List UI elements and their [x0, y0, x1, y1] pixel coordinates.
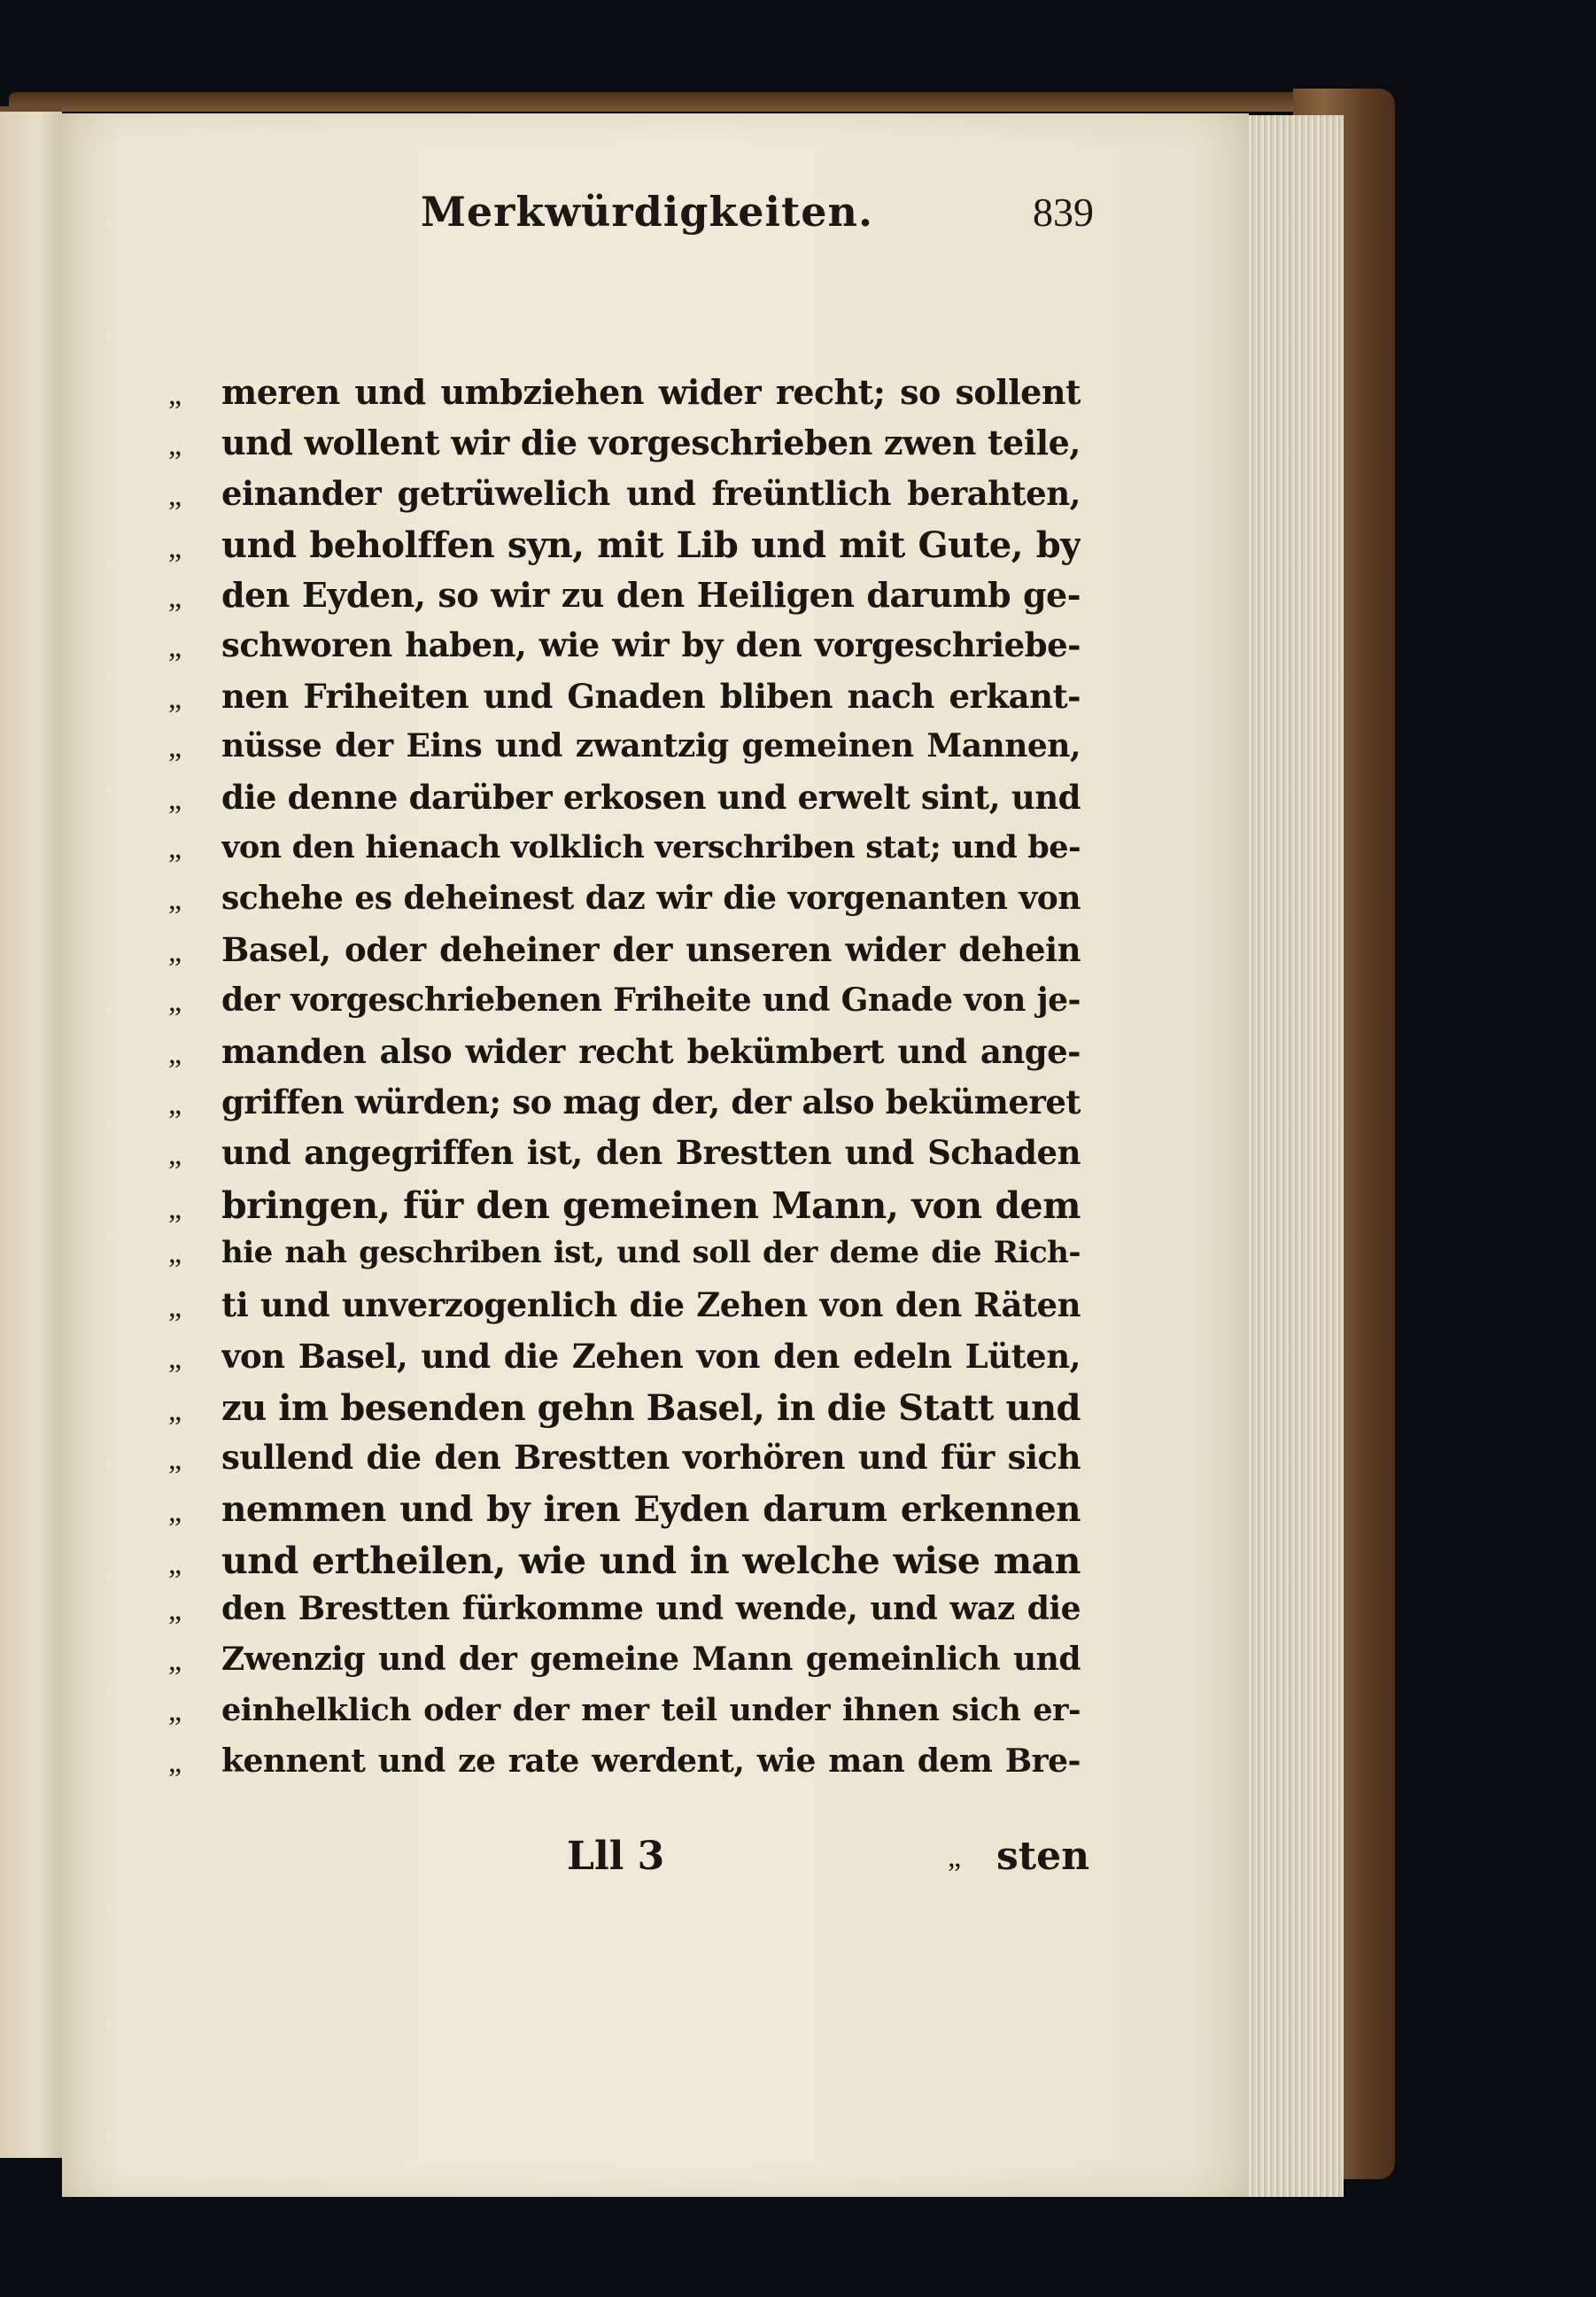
- quote-mark: „: [168, 1746, 182, 1780]
- text-line: [168, 1692, 1081, 1742]
- quote-mark: „: [168, 631, 182, 664]
- text-line: [168, 372, 1081, 423]
- page-title: Merkwürdigkeiten.: [421, 188, 873, 236]
- book-cover-top: [9, 92, 1391, 112]
- line-text: bringen, für den gemeinen Mann, von dem: [221, 1183, 1081, 1227]
- quote-mark: „: [168, 531, 182, 564]
- quote-mark: „: [168, 581, 182, 615]
- quote-mark: „: [168, 1088, 182, 1121]
- line-text: einhelklich oder der mer teil under ihnen sich er-: [221, 1691, 1081, 1728]
- line-text: Zwenzig und der gemeine Mann gemeinlich und: [221, 1641, 1081, 1679]
- text-line: [168, 1540, 1081, 1590]
- quote-mark: „: [168, 478, 182, 512]
- text-line: [168, 1590, 1081, 1641]
- quote-mark: „: [168, 378, 182, 411]
- line-text: und angegriffen ist, den Brestten und Schaden: [221, 1133, 1081, 1173]
- line-text: schworen haben, wie wir by den vorgeschriebe-: [221, 625, 1081, 665]
- quote-mark: „: [168, 429, 182, 462]
- quote-mark: „: [168, 935, 182, 969]
- running-head: [350, 188, 1094, 259]
- quote-mark: „: [168, 1644, 182, 1678]
- facing-page-edge: [0, 106, 62, 2158]
- quote-mark: „: [168, 1494, 182, 1528]
- line-text: nüsse der Eins und zwantzig gemeinen Mannen,: [221, 727, 1081, 765]
- text-line: [168, 1032, 1081, 1083]
- text-line: [168, 1742, 1081, 1793]
- quote-mark: „: [168, 831, 182, 865]
- line-text: meren und umbziehen wider recht; so sollent: [221, 372, 1081, 412]
- quote-mark: „: [168, 1443, 182, 1477]
- line-text: und ertheilen, wie und in welche wise man: [221, 1539, 1081, 1582]
- text-line: [168, 778, 1081, 828]
- text-line: [168, 1285, 1081, 1336]
- line-text: der vorgeschriebenen Friheite und Gnade von je-: [221, 981, 1081, 1019]
- line-text: die denne darüber erkosen und erwelt sint, und: [221, 778, 1081, 818]
- text-line: [168, 1438, 1081, 1488]
- text-line: [168, 625, 1081, 676]
- quote-mark: „: [168, 1237, 182, 1270]
- text-line: [168, 423, 1081, 473]
- quote-mark: „: [168, 1138, 182, 1172]
- text-line: [168, 880, 1081, 930]
- line-text: ti und unverzogenlich die Zehen von den Räten: [221, 1285, 1081, 1325]
- quote-mark: „: [168, 1547, 182, 1580]
- quote-mark: „: [168, 1341, 182, 1375]
- line-text: von den hienach volklich verschriben stat; und be-: [221, 828, 1081, 865]
- line-text: hie nah geschriben ist, und soll der deme die Rich-: [221, 1235, 1081, 1271]
- line-text: und beholffen syn, mit Lib und mit Gute, by: [221, 524, 1081, 566]
- line-text: zu im besenden gehn Basel, in die Statt und: [221, 1386, 1081, 1429]
- text-line: [168, 474, 1081, 524]
- quote-mark: „: [168, 1191, 182, 1225]
- quote-mark: „: [168, 1291, 182, 1324]
- quote-mark: „: [168, 681, 182, 715]
- text-line: [168, 1133, 1081, 1183]
- text-line: [168, 1083, 1081, 1133]
- line-text: einander getrüwelich und freüntlich berahten,: [221, 473, 1081, 513]
- text-line: [168, 1641, 1081, 1691]
- catchword: sten: [996, 1834, 1090, 1879]
- text-line: [168, 727, 1081, 778]
- line-text: nemmen und by iren Eyden darum erkennen: [221, 1488, 1081, 1530]
- line-text: manden also wider recht bekümbert und ange-: [221, 1031, 1081, 1071]
- line-text: den Brestten fürkomme und wende, und waz die: [221, 1590, 1081, 1628]
- line-text: Basel, oder deheiner der unseren wider dehein: [221, 930, 1081, 970]
- text-line: [168, 524, 1081, 575]
- text-line: [168, 677, 1081, 727]
- line-text: kennent und ze rate werdent, wie man dem Bre-: [221, 1742, 1081, 1781]
- text-line: [168, 829, 1081, 880]
- catchword-quote-mark: „: [948, 1841, 962, 1874]
- quote-mark: „: [168, 984, 182, 1018]
- quote-mark: „: [168, 783, 182, 817]
- text-line: [168, 1337, 1081, 1387]
- line-text: von Basel, und die Zehen von den edeln Lüten,: [221, 1336, 1081, 1376]
- line-text: nen Friheiten und Gnaden bliben nach erkant-: [221, 676, 1081, 716]
- text-line: [168, 1489, 1081, 1540]
- line-text: den Eyden, so wir zu den Heiligen darumb ge-: [221, 575, 1081, 616]
- signature-mark: Lll 3: [567, 1834, 665, 1879]
- line-text: und wollent wir die vorgeschrieben zwen teile,: [221, 423, 1081, 463]
- text-line: [168, 982, 1081, 1032]
- quote-mark: „: [168, 1694, 182, 1727]
- text-line: [168, 1235, 1081, 1285]
- text-line: [168, 930, 1081, 981]
- quote-mark: „: [168, 1594, 182, 1627]
- line-text: sullend die den Brestten vorhören und für sich: [221, 1438, 1081, 1478]
- text-line: [168, 575, 1081, 625]
- page-footer: [168, 1834, 1090, 1896]
- body-text: [168, 372, 1081, 1793]
- page-stack-edges: [1240, 115, 1344, 2197]
- quote-mark: „: [168, 882, 182, 916]
- quote-mark: „: [168, 731, 182, 764]
- quote-mark: „: [168, 1036, 182, 1070]
- text-line: [168, 1184, 1081, 1235]
- line-text: schehe es deheinest daz wir die vorgenanten von: [221, 879, 1081, 917]
- text-line: [168, 1387, 1081, 1438]
- page-number: 839: [1033, 190, 1094, 235]
- line-text: griffen würden; so mag der, der also bekümeret: [221, 1083, 1081, 1122]
- quote-mark: „: [168, 1393, 182, 1427]
